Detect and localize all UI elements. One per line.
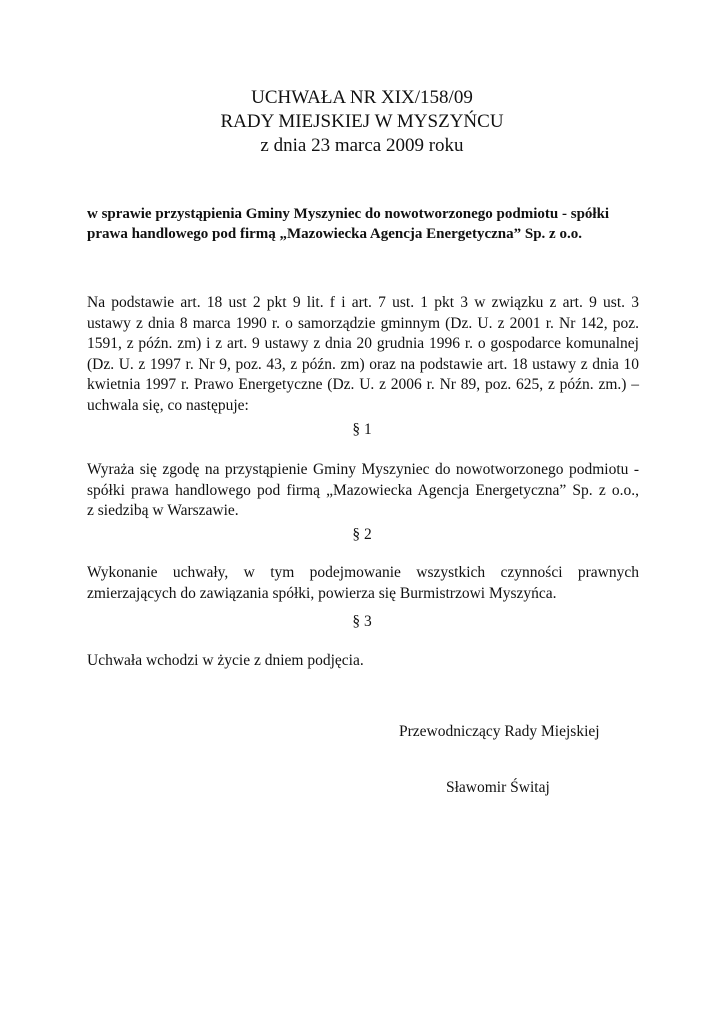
preamble-line: ustawy z dnia 8 marca 1990 r. o samorządzie gminnym (Dz. U. z 2001 r. Nr 142, poz. — [87, 314, 639, 332]
preamble-line: 1591, z późn. zm) i z art. 9 ustawy z dnia 20 grudnia 1996 r. o gospodarce komunalnej — [87, 335, 639, 352]
section-3-paragraph — [87, 651, 639, 672]
council-name: RADY MIEJSKIEJ W MYSZYŃCU — [220, 111, 504, 132]
section-2-line: Wykonanie uchwały, w tym podejmowanie wszystkich czynności prawnych — [87, 564, 639, 581]
resolution-number: UCHWAŁA NR XIX/158/09 — [251, 87, 473, 108]
section-1-line: Wyraża się zgodę na przystąpienie Gminy Myszyniec do nowotworzonego podmiotu - — [87, 461, 639, 478]
preamble-line: uchwala się, co następuje: — [87, 396, 249, 414]
resolution-subject — [87, 204, 639, 244]
signatory-role: Przewodniczący Rady Miejskiej — [399, 723, 600, 740]
preamble-line: Na podstawie art. 18 ust 2 pkt 9 lit. f i art. 7 ust. 1 pkt 3 w związku z art. 9 ust. 3 — [87, 294, 639, 311]
signatory-name: Sławomir Świtaj — [446, 779, 550, 796]
section-2-paragraph — [87, 563, 639, 604]
resolution-header — [0, 86, 724, 158]
section-1-heading: § 1 — [352, 421, 372, 438]
section-1-line: spółki prawa handlowego pod firmą „Mazowiecka Agencja Energetyczna” Sp. z o.o., — [87, 481, 639, 499]
section-3-line: Uchwała wchodzi w życie z dniem podjęcia. — [87, 652, 364, 669]
section-2-heading: § 2 — [352, 526, 372, 543]
preamble-paragraph — [87, 293, 639, 416]
subject-line: prawa handlowego pod firmą „Mazowiecka Agencja Energetyczna” Sp. z o.o. — [87, 226, 582, 242]
section-1-line: z siedzibą w Warszawie. — [87, 502, 239, 519]
preamble-line: kwietnia 1997 r. Prawo Energetyczne (Dz. U. z 2006 r. Nr 89, poz. 625, z późn. zm.) – — [87, 376, 639, 393]
preamble-line: (Dz. U. z 1997 r. Nr 9, poz. 43, z późn. zm) oraz na podstawie art. 18 ustawy z dnia 10 — [87, 355, 639, 373]
resolution-date: z dnia 23 marca 2009 roku — [260, 135, 464, 156]
section-2-line: zmierzających do zawiązania spółki, powierza się Burmistrzowi Myszyńca. — [87, 584, 557, 602]
section-3-heading: § 3 — [352, 613, 372, 630]
section-1-paragraph — [87, 460, 639, 522]
subject-line: w sprawie przystąpienia Gminy Myszyniec do nowotworzonego podmiotu - spółki — [87, 206, 610, 222]
